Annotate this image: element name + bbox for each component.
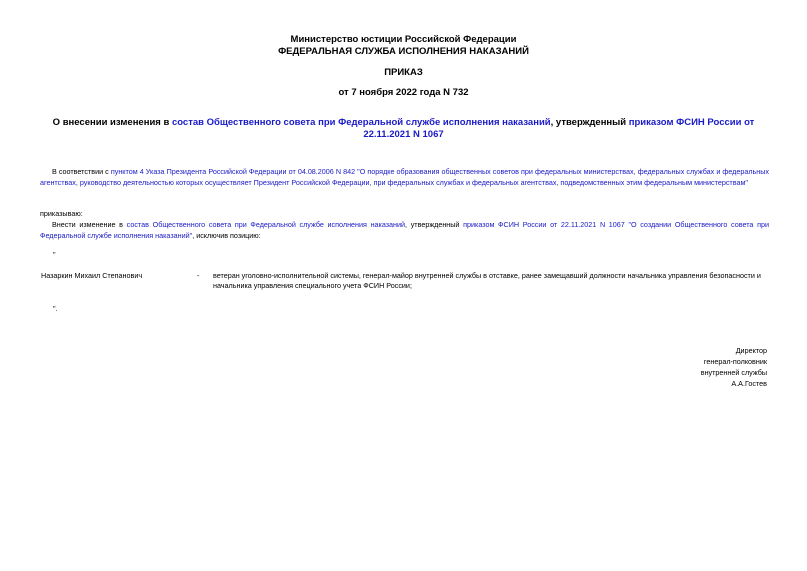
entry-dash: - [197, 271, 200, 280]
preamble-link-decree[interactable]: пунктом 4 Указа Президента Российской Федерации от 04.08.2006 N 842 "О порядке образования общественных советов при федеральных министерствах, федеральных службах и федеральных агентствах, руководство деятельностью которых осуществляет Президент Российской Федерации, при федеральных службах и федеральных агентствах, подведомственных этим федеральным министерствам" [40, 167, 770, 187]
quote-open: " [53, 250, 56, 259]
quote-close: ". [53, 304, 58, 313]
clause-paragraph [40, 220, 769, 241]
signature-block [701, 345, 767, 389]
clause-text-3: , исключив позицию: [192, 230, 261, 240]
title-text-2: , утвержденный [550, 117, 629, 128]
title-text-1: О внесении изменения в [52, 117, 172, 128]
title-link-council[interactable]: состав Общественного совета при Федеральной службе исполнения наказаний [171, 117, 551, 128]
clause-text-2: , утвержденный [405, 220, 464, 229]
title-link-order[interactable]: приказом ФСИН России от 22.11.2021 N 1067 [363, 117, 755, 140]
doc-date-number: от 7 ноября 2022 года N 732 [338, 87, 469, 98]
clause-link-council[interactable]: состав Общественного совета при Федеральной службе исполнения наказаний [126, 220, 406, 229]
preamble-paragraph [40, 167, 769, 188]
preamble-text: В соответствии с [52, 167, 111, 176]
ministry-name: Министерство юстиции Российской Федерации [290, 34, 517, 45]
doc-title [40, 117, 767, 141]
signature-name: А.А.Гостев [731, 379, 767, 388]
entry-description: ветеран уголовно-исполнительной системы, генерал-майор внутренней службы в отставке, ранее замещавший должности начальника управления безопасности и начальника управления специального учета ФСИН России; [213, 271, 761, 290]
signature-position: Директор [735, 346, 767, 355]
service-name: ФЕДЕРАЛЬНАЯ СЛУЖБА ИСПОЛНЕНИЯ НАКАЗАНИЙ [278, 46, 529, 57]
doc-type: ПРИКАЗ [384, 67, 423, 78]
order-word: приказываю: [40, 209, 83, 218]
entry-name: Назаркин Михаил Степанович [41, 271, 143, 280]
signature-rank: генерал-полковник [703, 357, 767, 366]
clause-link-order[interactable]: приказом ФСИН России от 22.11.2021 N 1067 "О создании Общественного совета при Федеральной службе исполнения наказаний" [40, 220, 769, 240]
clause-text-1: Внести изменение в [52, 220, 127, 229]
signature-service: внутренней службы [700, 368, 767, 377]
